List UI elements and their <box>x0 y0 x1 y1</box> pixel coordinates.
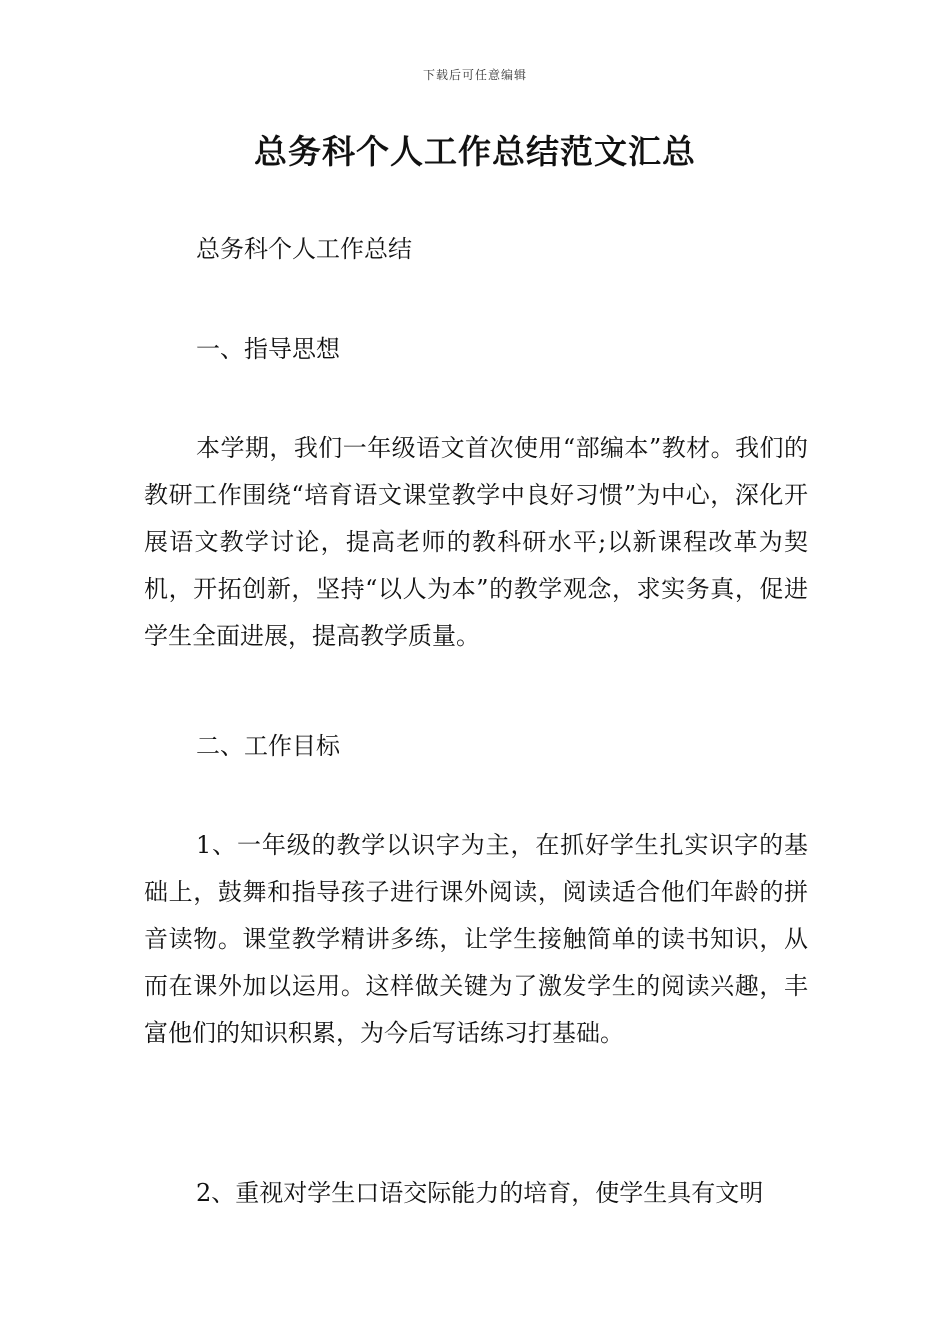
section-heading-2: 二、工作目标 <box>196 732 340 760</box>
list-item-1: 1、一年级的教学以识字为主，在抓好学生扎实识字的基础上，鼓舞和指导孩子进行课外阅读，阅读适合他们年龄的拼音读物。课堂教学精讲多练，让学生接触简单的读书知识，从而在课外加以运用。这样做关键为了激发学生的阅读兴趣，丰富他们的知识积累，为今后写话练习打基础。 <box>144 831 808 1047</box>
section-paragraph-1: 本学期，我们一年级语文首次使用“部编本”教材。我们的教研工作围绕“培育语文课堂教学中良好习惯”为中心，深化开展语文教学讨论，提高老师的教科研水平;以新课程改革为契机，开拓创新，坚持“以人为本”的教学观念，求实务真，促进学生全面进展，提高教学质量。 <box>144 434 808 650</box>
list-item-2: 2、重视对学生口语交际能力的培育，使学生具有文明 <box>196 1179 764 1207</box>
document-subtitle: 总务科个人工作总结 <box>196 235 412 263</box>
section-heading-1: 一、指导思想 <box>196 335 340 363</box>
document-title: 总务科个人工作总结范文汇总 <box>254 132 696 171</box>
header-note: 下载后可任意编辑 <box>422 68 527 82</box>
